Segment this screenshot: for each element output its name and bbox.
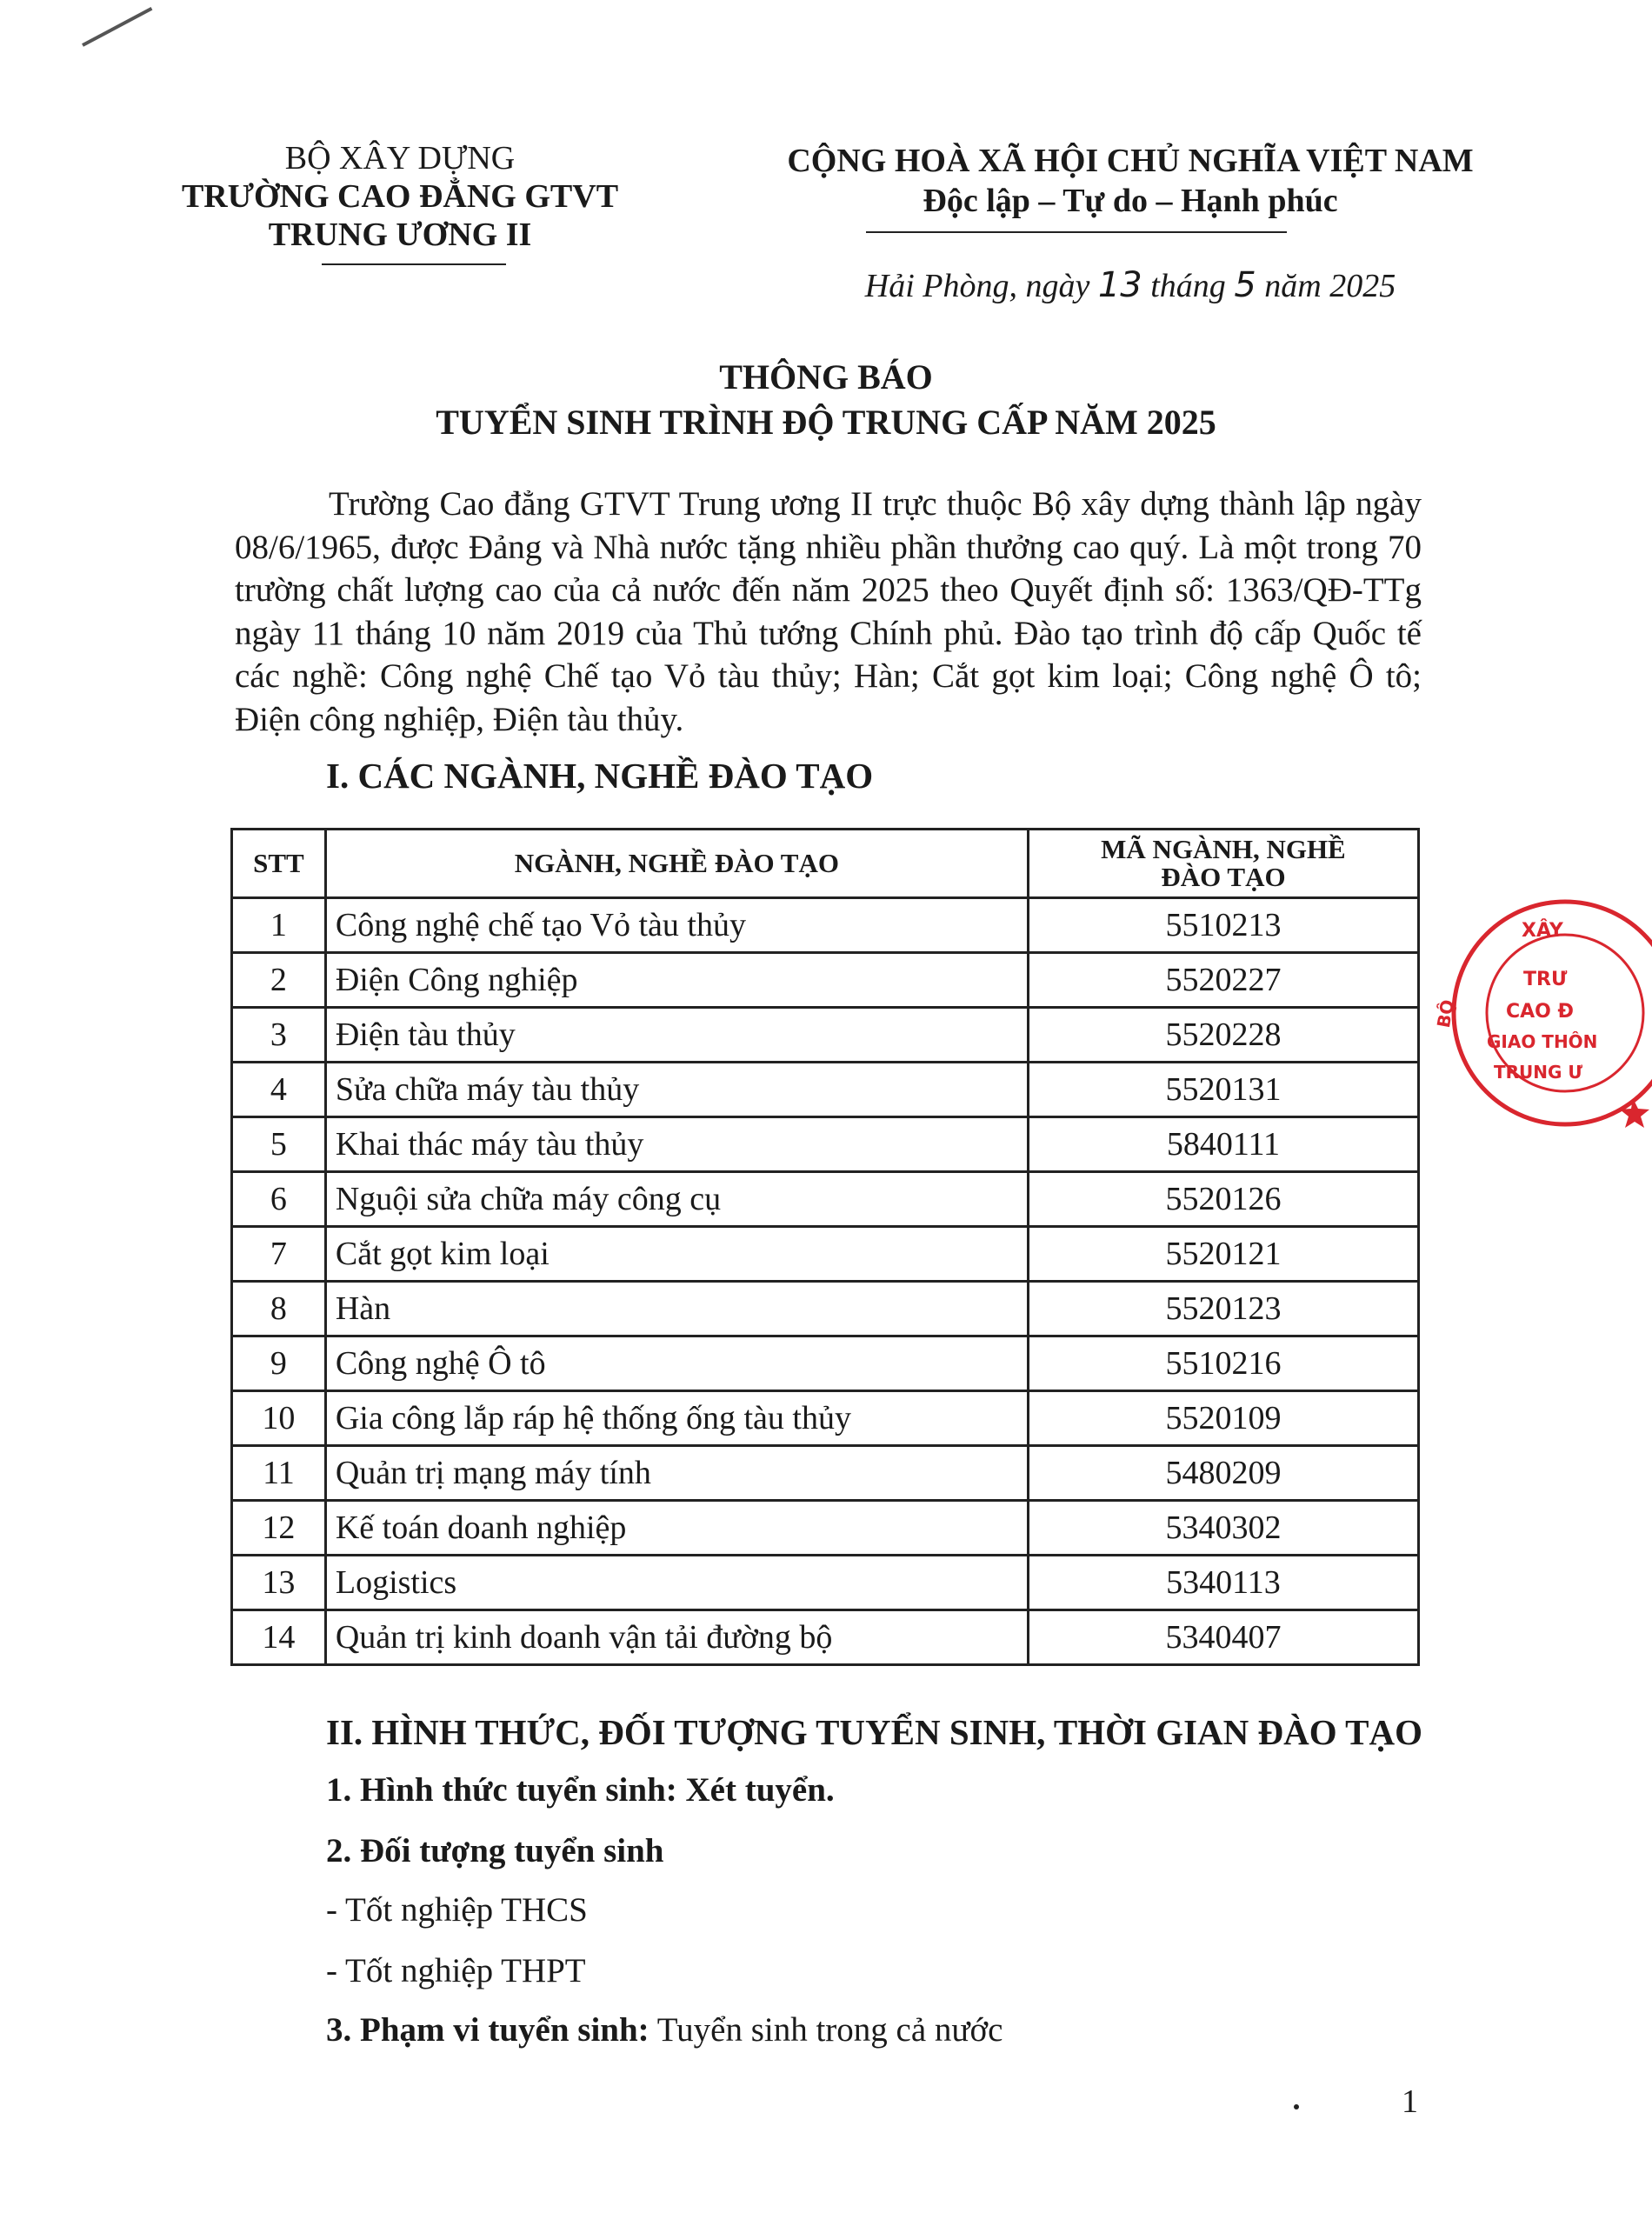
row-name: Khai thác máy tàu thủy (325, 1117, 1028, 1172)
row-name: Điện tàu thủy (325, 1008, 1028, 1063)
row-name: Quản trị mạng máy tính (325, 1446, 1028, 1501)
issuer-underline (322, 263, 506, 265)
table-row (232, 953, 1419, 1008)
nation-block (696, 141, 1565, 221)
date-year-label: năm 2025 (1256, 268, 1396, 304)
row-code: 5520123 (1028, 1282, 1418, 1336)
stamp-star-icon (1620, 1098, 1649, 1128)
table-row (232, 1556, 1419, 1610)
school-name-line1: TRƯỜNG CAO ĐẲNG GTVT (181, 178, 619, 215)
row-stt: 7 (232, 1227, 326, 1282)
date-day: 13 (1097, 265, 1142, 305)
col-code-line2: ĐÀO TẠO (1161, 862, 1286, 892)
row-name: Logistics (325, 1556, 1028, 1610)
row-name: Nguội sửa chữa máy công cụ (325, 1172, 1028, 1227)
col-name: NGÀNH, NGHỀ ĐÀO TẠO (325, 830, 1028, 898)
ministry-name: BỘ XÂY DỰNG (284, 140, 516, 177)
table-row (232, 1282, 1419, 1336)
row-code: 5340113 (1028, 1556, 1418, 1610)
section2-item2: 2. Đối tượng tuyển sinh (326, 1832, 664, 1869)
table-row (232, 1008, 1419, 1063)
motto: Độc lập – Tự do – Hạnh phúc (923, 183, 1338, 219)
col-code (1028, 830, 1418, 898)
table-row (232, 1063, 1419, 1117)
stamp-side-text: BỘ (1432, 997, 1459, 1030)
row-code: 5510213 (1028, 898, 1418, 953)
stamp-line4: TRUNG Ư (1494, 1062, 1583, 1083)
section2-heading: II. HÌNH THỨC, ĐỐI TƯỢNG TUYỂN SINH, THỜI GIAN ĐÀO TẠO (326, 1712, 1422, 1752)
scan-dot (1294, 2104, 1299, 2109)
table-row (232, 1172, 1419, 1227)
intro-text: Trường Cao đẳng GTVT Trung ương II trực thuộc Bộ xây dựng thành lập ngày 08/6/1965, được Đảng và Nhà nước tặng nhiều phần thưởng cao quý. Là một trong 70 trường chất lượng cao của cả nước đến năm 2025 theo Quyết định số: 1363/QĐ-TTg ngày 11 tháng 10 năm 2019 của Thủ tướng Chính phủ. Đào tạo trình độ cấp Quốc tế các nghề: Công nghệ Chế tạo Vỏ tàu thủy; Hàn; Cắt gọt kim loại; Công nghệ Ô tô; Điện công nghiệp, Điện tàu thủy. (235, 485, 1422, 738)
row-stt: 11 (232, 1446, 326, 1501)
row-name: Kế toán doanh nghiệp (325, 1501, 1028, 1556)
row-name: Cắt gọt kim loại (325, 1227, 1028, 1282)
row-stt: 2 (232, 953, 326, 1008)
section2-bullet1: - Tốt nghiệp THCS (326, 1891, 588, 1929)
row-name: Điện Công nghiệp (325, 953, 1028, 1008)
page-number: 1 (1402, 2083, 1418, 2120)
row-stt: 4 (232, 1063, 326, 1117)
row-code: 5510216 (1028, 1336, 1418, 1391)
table-header-row (232, 830, 1419, 898)
official-stamp (1426, 900, 1652, 1126)
row-code: 5520126 (1028, 1172, 1418, 1227)
row-stt: 14 (232, 1610, 326, 1665)
row-code: 5520109 (1028, 1391, 1418, 1446)
row-stt: 12 (232, 1501, 326, 1556)
row-code: 5520131 (1028, 1063, 1418, 1117)
stamp-text-top: XÂY (1522, 920, 1563, 942)
row-name: Công nghệ chế tạo Vỏ tàu thủy (325, 898, 1028, 953)
row-stt: 8 (232, 1282, 326, 1336)
section2-bullet2: - Tốt nghiệp THPT (326, 1952, 586, 1989)
row-code: 5340407 (1028, 1610, 1418, 1665)
col-code-line1: MÃ NGÀNH, NGHỀ (1101, 834, 1346, 864)
item3-label: 3. Phạm vi tuyển sinh: (326, 2011, 649, 2049)
doc-title: THÔNG BÁO (719, 357, 933, 397)
row-stt: 5 (232, 1117, 326, 1172)
row-stt: 9 (232, 1336, 326, 1391)
row-code: 5520228 (1028, 1008, 1418, 1063)
row-code: 5520121 (1028, 1227, 1418, 1282)
issuer-block (139, 139, 661, 254)
table-row (232, 1501, 1419, 1556)
section2-item3 (326, 2010, 1003, 2049)
stamp-line1: TRƯ (1523, 969, 1568, 990)
table-row (232, 1336, 1419, 1391)
school-name-line2: TRUNG ƯƠNG II (268, 217, 532, 253)
row-stt: 3 (232, 1008, 326, 1063)
table-row (232, 1117, 1419, 1172)
pen-mark (82, 7, 152, 47)
stamp-line3: GIAO THÔN (1487, 1031, 1598, 1052)
section1-heading: I. CÁC NGÀNH, NGHỀ ĐÀO TẠO (326, 756, 874, 796)
row-code: 5340302 (1028, 1501, 1418, 1556)
row-stt: 10 (232, 1391, 326, 1446)
row-name: Hàn (325, 1282, 1028, 1336)
date-line (696, 265, 1565, 305)
row-stt: 13 (232, 1556, 326, 1610)
date-month: 5 (1234, 265, 1256, 305)
table-row (232, 1610, 1419, 1665)
row-stt: 6 (232, 1172, 326, 1227)
row-code: 5480209 (1028, 1446, 1418, 1501)
table-row (232, 1227, 1419, 1282)
row-name: Công nghệ Ô tô (325, 1336, 1028, 1391)
nation-title: CỘNG HOÀ XÃ HỘI CHỦ NGHĨA VIỆT NAM (787, 143, 1474, 179)
table-row (232, 1446, 1419, 1501)
doc-subtitle: TUYỂN SINH TRÌNH ĐỘ TRUNG CẤP NĂM 2025 (436, 403, 1216, 442)
programs-table (230, 828, 1420, 1666)
table-row (232, 1391, 1419, 1446)
table-row (232, 898, 1419, 953)
section2-item1: 1. Hình thức tuyển sinh: Xét tuyển. (326, 1771, 835, 1809)
stamp-line2: CAO Đ (1506, 1001, 1574, 1023)
row-name: Sửa chữa máy tàu thủy (325, 1063, 1028, 1117)
row-name: Quản trị kinh doanh vận tải đường bộ (325, 1610, 1028, 1665)
row-name: Gia công lắp ráp hệ thống ống tàu thủy (325, 1391, 1028, 1446)
item3-text: Tuyển sinh trong cả nước (649, 2011, 1003, 2049)
motto-underline (866, 231, 1287, 233)
row-stt: 1 (232, 898, 326, 953)
date-prefix: Hải Phòng, ngày (864, 268, 1098, 304)
row-code: 5840111 (1028, 1117, 1418, 1172)
intro-paragraph (235, 483, 1422, 741)
col-stt: STT (232, 830, 326, 898)
row-code: 5520227 (1028, 953, 1418, 1008)
date-month-label: tháng (1142, 268, 1235, 304)
